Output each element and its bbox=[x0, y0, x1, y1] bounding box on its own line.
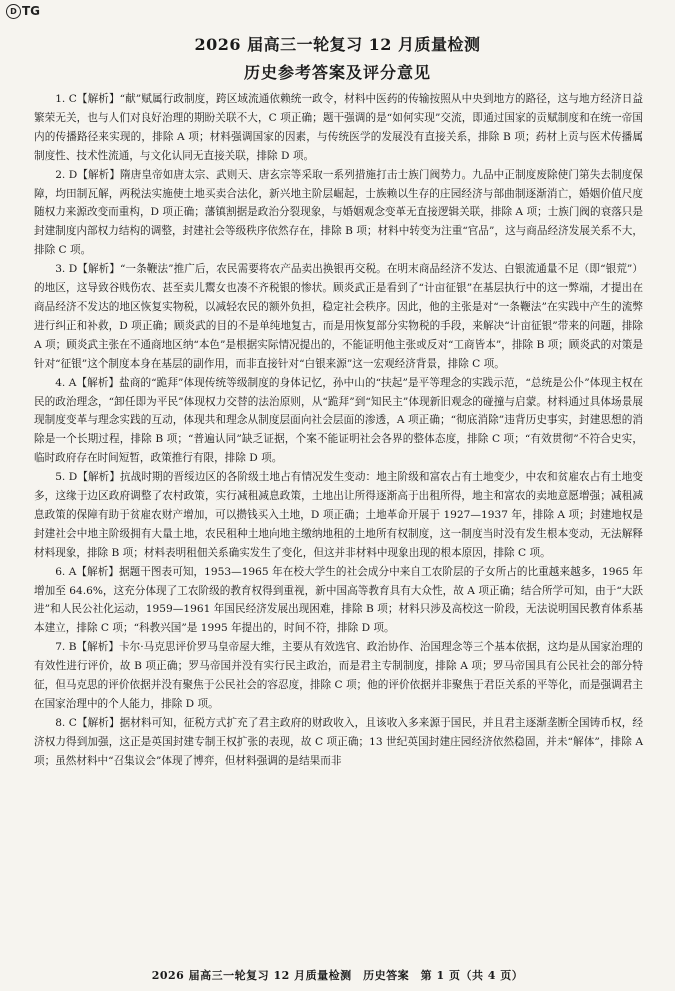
answer-item-5: 5. D【解析】抗战时期的晋绥边区的各阶级土地占有情况发生变动：地主阶级和富农占有土地变少，中农和贫雇农占有土地变多，这缘于边区政府调整了农村政策，实行减租减息政策，土地出让所得逐渐高于出租所得，地主和富农的卖地意愿增强；减租减息政策的保障有助于贫雇农财产增加，可以攒钱买入土地，D 项正确；土地革命开展于 1927—1937 年，排除 A 项；封建地权是封建社会中地主阶级拥有大量土地，农民租种土地向地主缴纳地租的土地所有权制度，这一制度当时没有发生根本变动，无法解释材料现象，排除 B 项；材料表明租佃关系确实发生了变化，但这并非材料中现象出现的根本原因，排除 C 项。 bbox=[34, 471, 643, 559]
answer-item-3: 3. D【解析】“一条鞭法”推广后，农民需要将农产品卖出换银再交税。在明末商品经济不发达、白银流通量不足（即“银荒”）的地区，这导致谷贱伤农、甚至卖儿鬻女也凑不齐税银的惨状。顾炎武正是看到了“计亩征银”在基层执行中的这一弊端，才提出在商品经济不发达的地区恢复实物税，以减轻农民的额外负担，稳定社会秩序。因此，他的主张是对“一条鞭法”在实践中产生的流弊进行纠正和补救，D 项正确；顾炎武的目的不是单纯地复古，而是用恢复部分实物税的手段，来解决“计亩征银”带来的问题，排除 A 项；顾炎武主张在不通商地区纳“本色”是根据实际情况提出的，不能证明他主张或反对“工商皆本”，排除 B 项；顾炎武的对策是针对“征银”这个制度本身在基层的副作用，而非直接针对“白银来源”这一宏观经济背景，排除 C 项。 bbox=[34, 263, 643, 370]
answer-item-6: 6. A【解析】据题干图表可知，1953—1965 年在校大学生的社会成分中来自工农阶层的子女所占的比重越来越多，1965 年增加至 64.6%，这充分体现了工农阶级的教育权得到重视，新中国高等教育具有大众性，故 A 项正确；结合所学可知，由于“大跃进”和人民公社化运动，1959—1961 年国民经济发展出现困难，排除 B 项；材料只涉及高校这一阶段，无法说明国民教育体系基本建立，排除 C 项；“科教兴国”是 1995 年提出的，时间不符，排除 D 项。 bbox=[34, 565, 643, 635]
answer-item-2: 2. D【解析】隋唐皇帝如唐太宗、武则天、唐玄宗等采取一系列措施打击士族门阀势力。九品中正制度废除使门第失去制度保障，均田制瓦解，两税法实施使土地买卖合法化，新兴地主阶层崛起，士族赖以生存的庄园经济与部曲制逐渐消亡，婚姻价值尺度随权力来源改变而重构，D 项正确；藩镇割据是政治分裂现象，与婚姻观念变革无直接逻辑关联，排除 A 项；士族门阀的衰落只是封建制度内部权力结构的调整，封建社会等级秩序依然存在，排除 B 项；材料中转变为注重“官品”，这与商品经济发展关系不大，排除 C 项。 bbox=[34, 168, 643, 257]
answer-item-1: 1. C【解析】“献”赋属行政制度，跨区域流通依赖统一政令，材料中医药的传输按照从中央到地方的路径，这与地方经济日益繁荣无关，也与人们对良好治理的期盼关联不大，C 项正确；题干强调的是“如何实现”交流，即通过国家的贡赋制度和在统一帝国内的传播路径来实现的，排除 A 项；材料强调国家的因素，与传统医学的发展没有直接关系，排除 B 项；药材上贡与医术传播属制度性、技术性流通，与文化认同无直接关联，排除 D 项。 bbox=[34, 93, 643, 162]
answer-item-7: 7. B【解析】卡尔·马克思评价罗马皇帝屋大维，主要从有效选官、政治协作、治国理念等三个基本依据，这均是从国家治理的有效性进行评价，故 B 项正确；罗马帝国并没有实行民主政治，而是君主专制制度，排除 A 项；罗马帝国具有公民社会的部分特征，但马克思的评价依据并没有聚焦于公民社会的容忍度，排除 C 项；他的评价依据并非聚焦于君臣关系的平等化，而是强调君主在国家治理中的个人能力，排除 D 项。 bbox=[34, 641, 643, 710]
answer-item-8: 8. C【解析】据材料可知，征税方式扩充了君主政府的财政收入，且该收入多来源于国民，并且君主逐渐垄断全国铸币权，经济权力得到加强，这正是英国封建专制王权扩张的表现，故 C 项正确；13 世纪英国封建庄园经济依然稳固，并未“解体”，排除 A 项；虽然材料中“召集议会”体现了博弈，但材料强调的是结果而非 bbox=[34, 716, 643, 767]
document-subtitle: 历史参考答案及评分意见 bbox=[243, 63, 431, 82]
publisher-logo bbox=[6, 4, 40, 19]
logo-text: TG bbox=[22, 4, 41, 18]
document-title: 2026 届高三一轮复习 12 月质量检测 bbox=[194, 35, 481, 54]
answer-item-4: 4. A【解析】盐商的“跪拜”体现传统等级制度的身体记忆，孙中山的“扶起”是平等理念的实践示范，“总统是公仆”体现主权在民的政治理念，“卸任即为平民”体现权力交替的法治原则，从“跪拜”到“知民主”体现新旧观念的碰撞与启蒙。材料通过具体场景展现制度变革与理念实践的互动，体现共和理念从制度层面向社会层面的渗透，A 项正确；“彻底消除”违背历史事实，封建思想的消除是一个长期过程，排除 B 项；“普遍认同”缺乏证据，个案不能证明社会各界的整体态度，排除 C 项；“有效贯彻”不符合史实，临时政府存在时间短暂，政策推行有限，排除 D 项。 bbox=[34, 376, 643, 465]
page-footer: 2026 届高三一轮复习 12 月质量检测 历史答案 第 1 页（共 4 页） bbox=[151, 969, 524, 982]
answer-body bbox=[34, 90, 643, 771]
logo-mark: D bbox=[6, 4, 21, 19]
